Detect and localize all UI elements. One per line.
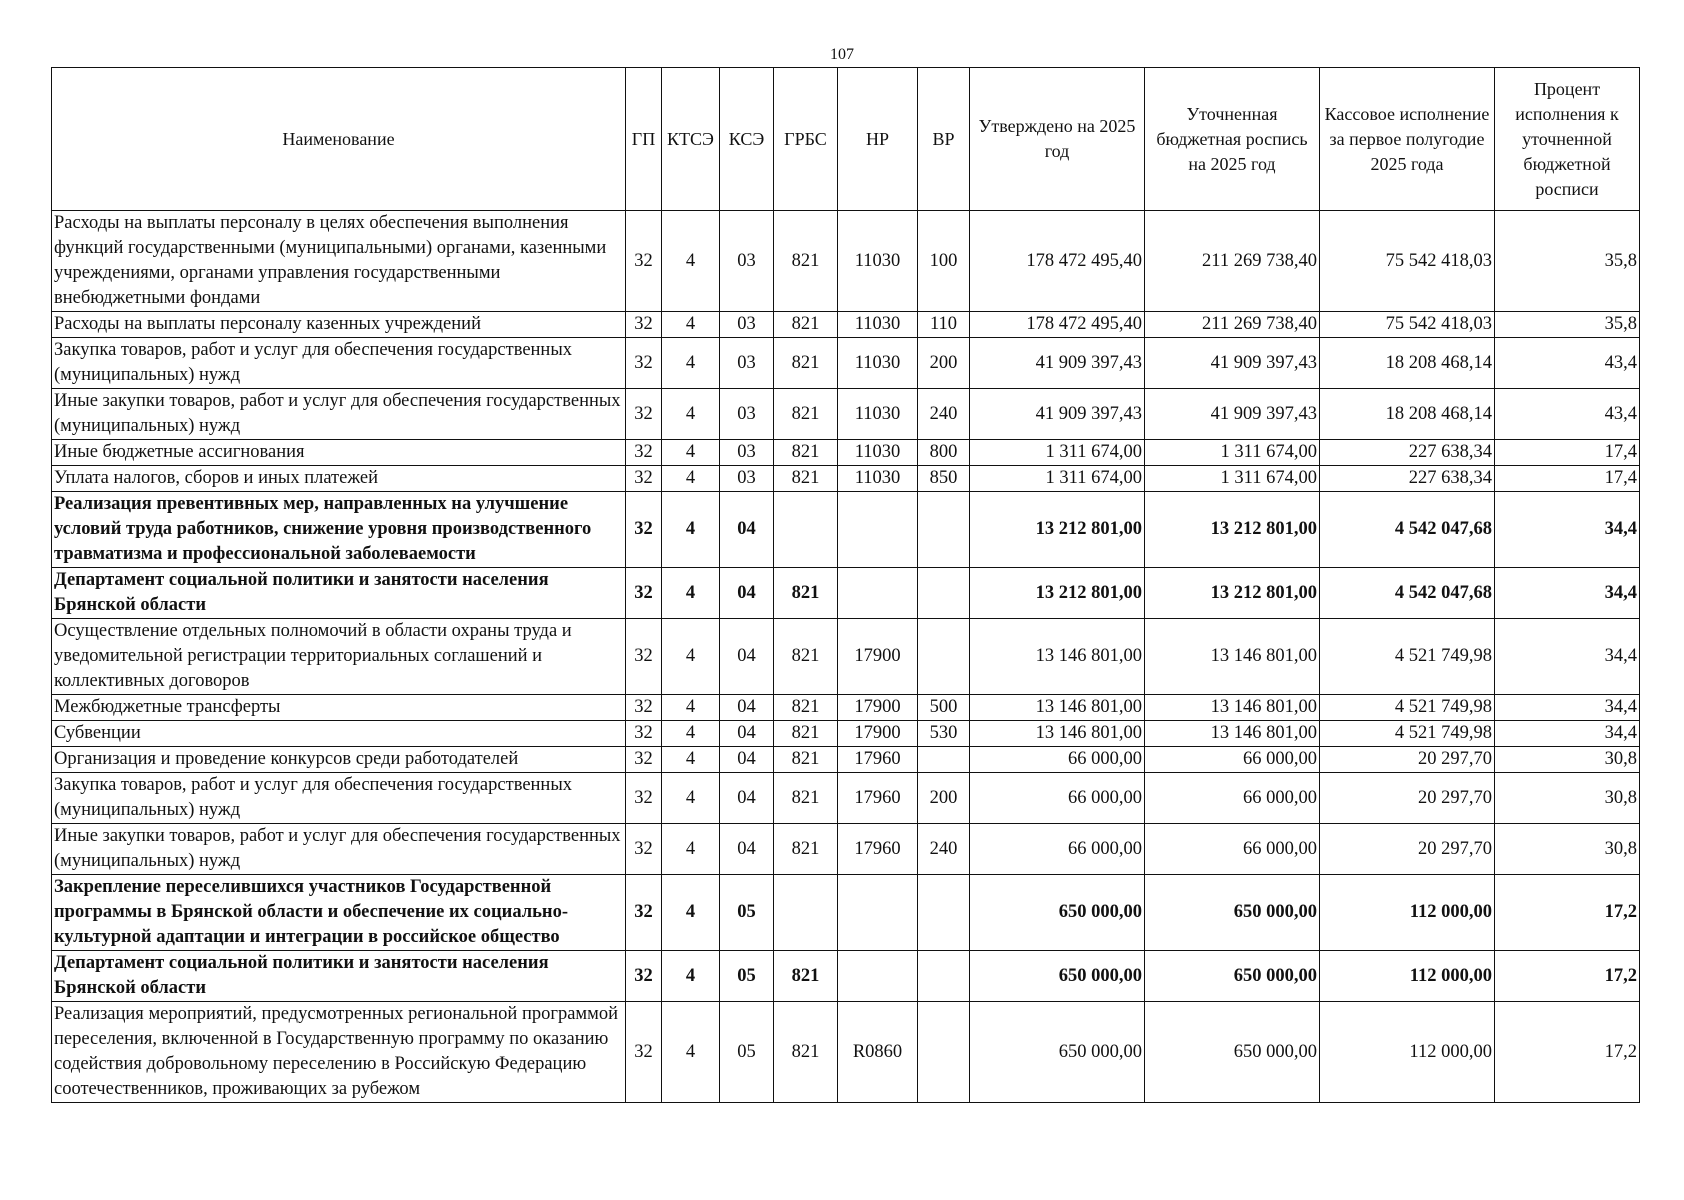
table-row xyxy=(52,312,1640,338)
kse-cell: 03 xyxy=(720,440,774,466)
cash-execution-cell: 112 000,00 xyxy=(1320,951,1495,1002)
ktse-cell: 4 xyxy=(662,695,720,721)
table-row xyxy=(52,619,1640,695)
percent-cell: 34,4 xyxy=(1495,568,1640,619)
grbs-cell: 821 xyxy=(774,211,838,312)
cash-execution-cell: 20 297,70 xyxy=(1320,773,1495,824)
percent-cell: 35,8 xyxy=(1495,312,1640,338)
header-percent: Процент исполнения к уточненной бюджетной росписи xyxy=(1495,68,1640,211)
gp-cell: 32 xyxy=(626,747,662,773)
ktse-cell: 4 xyxy=(662,389,720,440)
refined-amount-cell: 41 909 397,43 xyxy=(1145,389,1320,440)
table-row xyxy=(52,389,1640,440)
kse-cell: 04 xyxy=(720,773,774,824)
ktse-cell: 4 xyxy=(662,568,720,619)
percent-cell: 30,8 xyxy=(1495,824,1640,875)
table-row xyxy=(52,747,1640,773)
approved-amount-cell: 178 472 495,40 xyxy=(970,211,1145,312)
approved-amount-cell: 13 146 801,00 xyxy=(970,619,1145,695)
row-name-cell: Осуществление отдельных полномочий в области охраны труда и уведомительной регистрации территориальных соглашений и коллективных договоров xyxy=(52,619,626,695)
approved-amount-cell: 66 000,00 xyxy=(970,773,1145,824)
vr-cell: 200 xyxy=(918,773,970,824)
kse-cell: 03 xyxy=(720,389,774,440)
cash-execution-cell: 75 542 418,03 xyxy=(1320,211,1495,312)
refined-amount-cell: 13 146 801,00 xyxy=(1145,721,1320,747)
vr-cell xyxy=(918,951,970,1002)
table-header-row xyxy=(52,68,1640,211)
gp-cell: 32 xyxy=(626,338,662,389)
np-cell: 11030 xyxy=(838,338,918,389)
approved-amount-cell: 41 909 397,43 xyxy=(970,338,1145,389)
np-cell: 17960 xyxy=(838,747,918,773)
ktse-cell: 4 xyxy=(662,312,720,338)
cash-execution-cell: 75 542 418,03 xyxy=(1320,312,1495,338)
budget-execution-table xyxy=(51,67,1640,1103)
np-cell xyxy=(838,951,918,1002)
cash-execution-cell: 20 297,70 xyxy=(1320,747,1495,773)
vr-cell: 240 xyxy=(918,824,970,875)
grbs-cell: 821 xyxy=(774,440,838,466)
approved-amount-cell: 13 146 801,00 xyxy=(970,695,1145,721)
approved-amount-cell: 1 311 674,00 xyxy=(970,466,1145,492)
cash-execution-cell: 18 208 468,14 xyxy=(1320,338,1495,389)
kse-cell: 05 xyxy=(720,951,774,1002)
table-row xyxy=(52,211,1640,312)
grbs-cell: 821 xyxy=(774,568,838,619)
vr-cell: 240 xyxy=(918,389,970,440)
vr-cell xyxy=(918,1002,970,1103)
refined-amount-cell: 13 212 801,00 xyxy=(1145,568,1320,619)
np-cell: 11030 xyxy=(838,389,918,440)
np-cell: R0860 xyxy=(838,1002,918,1103)
cash-execution-cell: 4 521 749,98 xyxy=(1320,619,1495,695)
approved-amount-cell: 1 311 674,00 xyxy=(970,440,1145,466)
cash-execution-cell: 112 000,00 xyxy=(1320,875,1495,951)
gp-cell: 32 xyxy=(626,466,662,492)
grbs-cell xyxy=(774,492,838,568)
percent-cell: 35,8 xyxy=(1495,211,1640,312)
table-row xyxy=(52,492,1640,568)
grbs-cell: 821 xyxy=(774,338,838,389)
kse-cell: 03 xyxy=(720,211,774,312)
approved-amount-cell: 66 000,00 xyxy=(970,747,1145,773)
grbs-cell: 821 xyxy=(774,619,838,695)
approved-amount-cell: 178 472 495,40 xyxy=(970,312,1145,338)
ktse-cell: 4 xyxy=(662,875,720,951)
kse-cell: 04 xyxy=(720,568,774,619)
np-cell: 11030 xyxy=(838,466,918,492)
kse-cell: 03 xyxy=(720,312,774,338)
gp-cell: 32 xyxy=(626,440,662,466)
cash-execution-cell: 4 542 047,68 xyxy=(1320,568,1495,619)
kse-cell: 04 xyxy=(720,824,774,875)
header-ktse: КТСЭ xyxy=(662,68,720,211)
percent-cell: 30,8 xyxy=(1495,773,1640,824)
cash-execution-cell: 4 521 749,98 xyxy=(1320,695,1495,721)
table-row xyxy=(52,721,1640,747)
approved-amount-cell: 650 000,00 xyxy=(970,1002,1145,1103)
grbs-cell: 821 xyxy=(774,721,838,747)
approved-amount-cell: 13 146 801,00 xyxy=(970,721,1145,747)
vr-cell: 100 xyxy=(918,211,970,312)
vr-cell: 800 xyxy=(918,440,970,466)
vr-cell: 200 xyxy=(918,338,970,389)
table-row xyxy=(52,824,1640,875)
np-cell: 17960 xyxy=(838,824,918,875)
ktse-cell: 4 xyxy=(662,492,720,568)
refined-amount-cell: 211 269 738,40 xyxy=(1145,211,1320,312)
vr-cell xyxy=(918,747,970,773)
kse-cell: 04 xyxy=(720,721,774,747)
np-cell xyxy=(838,568,918,619)
gp-cell: 32 xyxy=(626,312,662,338)
kse-cell: 03 xyxy=(720,466,774,492)
percent-cell: 17,2 xyxy=(1495,951,1640,1002)
gp-cell: 32 xyxy=(626,721,662,747)
refined-amount-cell: 211 269 738,40 xyxy=(1145,312,1320,338)
approved-amount-cell: 41 909 397,43 xyxy=(970,389,1145,440)
gp-cell: 32 xyxy=(626,695,662,721)
refined-amount-cell: 650 000,00 xyxy=(1145,1002,1320,1103)
ktse-cell: 4 xyxy=(662,747,720,773)
table-row xyxy=(52,951,1640,1002)
gp-cell: 32 xyxy=(626,1002,662,1103)
gp-cell: 32 xyxy=(626,773,662,824)
table-row xyxy=(52,1002,1640,1103)
row-name-cell: Организация и проведение конкурсов среди работодателей xyxy=(52,747,626,773)
row-name-cell: Департамент социальной политики и занятости населения Брянской области xyxy=(52,951,626,1002)
percent-cell: 43,4 xyxy=(1495,338,1640,389)
refined-amount-cell: 650 000,00 xyxy=(1145,951,1320,1002)
header-approved: Утверждено на 2025 год xyxy=(970,68,1145,211)
ktse-cell: 4 xyxy=(662,1002,720,1103)
np-cell: 17900 xyxy=(838,619,918,695)
percent-cell: 17,2 xyxy=(1495,1002,1640,1103)
percent-cell: 43,4 xyxy=(1495,389,1640,440)
table-row xyxy=(52,773,1640,824)
np-cell: 17900 xyxy=(838,721,918,747)
np-cell: 17960 xyxy=(838,773,918,824)
gp-cell: 32 xyxy=(626,619,662,695)
grbs-cell: 821 xyxy=(774,773,838,824)
ktse-cell: 4 xyxy=(662,338,720,389)
refined-amount-cell: 66 000,00 xyxy=(1145,824,1320,875)
vr-cell xyxy=(918,619,970,695)
np-cell xyxy=(838,492,918,568)
gp-cell: 32 xyxy=(626,875,662,951)
percent-cell: 34,4 xyxy=(1495,721,1640,747)
grbs-cell: 821 xyxy=(774,824,838,875)
approved-amount-cell: 66 000,00 xyxy=(970,824,1145,875)
percent-cell: 17,2 xyxy=(1495,875,1640,951)
table-row xyxy=(52,466,1640,492)
np-cell: 11030 xyxy=(838,440,918,466)
refined-amount-cell: 66 000,00 xyxy=(1145,747,1320,773)
row-name-cell: Расходы на выплаты персоналу казенных учреждений xyxy=(52,312,626,338)
kse-cell: 05 xyxy=(720,875,774,951)
row-name-cell: Иные закупки товаров, работ и услуг для обеспечения государственных (муниципальных) нужд xyxy=(52,824,626,875)
header-vr: ВР xyxy=(918,68,970,211)
kse-cell: 04 xyxy=(720,619,774,695)
refined-amount-cell: 1 311 674,00 xyxy=(1145,466,1320,492)
row-name-cell: Департамент социальной политики и занятости населения Брянской области xyxy=(52,568,626,619)
table-row xyxy=(52,568,1640,619)
ktse-cell: 4 xyxy=(662,721,720,747)
grbs-cell: 821 xyxy=(774,466,838,492)
kse-cell: 03 xyxy=(720,338,774,389)
row-name-cell: Реализация превентивных мер, направленных на улучшение условий труда работников, снижение уровня производственного травматизма и профессиональной заболеваемости xyxy=(52,492,626,568)
approved-amount-cell: 650 000,00 xyxy=(970,951,1145,1002)
table-body xyxy=(52,211,1640,1103)
np-cell: 11030 xyxy=(838,312,918,338)
percent-cell: 34,4 xyxy=(1495,695,1640,721)
np-cell xyxy=(838,875,918,951)
header-refined: Уточненная бюджетная роспись на 2025 год xyxy=(1145,68,1320,211)
gp-cell: 32 xyxy=(626,951,662,1002)
header-grbs: ГРБС xyxy=(774,68,838,211)
gp-cell: 32 xyxy=(626,568,662,619)
ktse-cell: 4 xyxy=(662,773,720,824)
row-name-cell: Уплата налогов, сборов и иных платежей xyxy=(52,466,626,492)
refined-amount-cell: 650 000,00 xyxy=(1145,875,1320,951)
header-kse: КСЭ xyxy=(720,68,774,211)
ktse-cell: 4 xyxy=(662,951,720,1002)
refined-amount-cell: 13 146 801,00 xyxy=(1145,619,1320,695)
refined-amount-cell: 41 909 397,43 xyxy=(1145,338,1320,389)
np-cell: 17900 xyxy=(838,695,918,721)
percent-cell: 30,8 xyxy=(1495,747,1640,773)
cash-execution-cell: 18 208 468,14 xyxy=(1320,389,1495,440)
approved-amount-cell: 13 212 801,00 xyxy=(970,568,1145,619)
table-row xyxy=(52,875,1640,951)
cash-execution-cell: 20 297,70 xyxy=(1320,824,1495,875)
row-name-cell: Реализация мероприятий, предусмотренных региональной программой переселения, включенной в Государственную программу по оказанию содействия добровольному переселению в Российскую Федерацию соотечественников, проживающих за рубежом xyxy=(52,1002,626,1103)
row-name-cell: Закрепление переселившихся участников Государственной программы в Брянской области и обеспечение их социально-культурной адаптации и интеграции в российское общество xyxy=(52,875,626,951)
cash-execution-cell: 4 542 047,68 xyxy=(1320,492,1495,568)
grbs-cell: 821 xyxy=(774,1002,838,1103)
row-name-cell: Иные бюджетные ассигнования xyxy=(52,440,626,466)
vr-cell: 110 xyxy=(918,312,970,338)
header-name: Наименование xyxy=(52,68,626,211)
np-cell: 11030 xyxy=(838,211,918,312)
ktse-cell: 4 xyxy=(662,466,720,492)
vr-cell: 530 xyxy=(918,721,970,747)
gp-cell: 32 xyxy=(626,824,662,875)
cash-execution-cell: 227 638,34 xyxy=(1320,440,1495,466)
grbs-cell: 821 xyxy=(774,389,838,440)
vr-cell: 850 xyxy=(918,466,970,492)
approved-amount-cell: 650 000,00 xyxy=(970,875,1145,951)
grbs-cell: 821 xyxy=(774,747,838,773)
cash-execution-cell: 112 000,00 xyxy=(1320,1002,1495,1103)
vr-cell xyxy=(918,875,970,951)
percent-cell: 17,4 xyxy=(1495,440,1640,466)
table-row xyxy=(52,440,1640,466)
kse-cell: 05 xyxy=(720,1002,774,1103)
refined-amount-cell: 1 311 674,00 xyxy=(1145,440,1320,466)
table-row xyxy=(52,338,1640,389)
kse-cell: 04 xyxy=(720,747,774,773)
gp-cell: 32 xyxy=(626,492,662,568)
refined-amount-cell: 13 146 801,00 xyxy=(1145,695,1320,721)
row-name-cell: Закупка товаров, работ и услуг для обеспечения государственных (муниципальных) нужд xyxy=(52,773,626,824)
gp-cell: 32 xyxy=(626,389,662,440)
page-number: 107 xyxy=(830,46,854,63)
percent-cell: 34,4 xyxy=(1495,492,1640,568)
row-name-cell: Иные закупки товаров, работ и услуг для обеспечения государственных (муниципальных) нужд xyxy=(52,389,626,440)
kse-cell: 04 xyxy=(720,492,774,568)
row-name-cell: Межбюджетные трансферты xyxy=(52,695,626,721)
row-name-cell: Закупка товаров, работ и услуг для обеспечения государственных (муниципальных) нужд xyxy=(52,338,626,389)
approved-amount-cell: 13 212 801,00 xyxy=(970,492,1145,568)
header-cash: Кассовое исполнение за первое полугодие 2025 года xyxy=(1320,68,1495,211)
header-gp: ГП xyxy=(626,68,662,211)
grbs-cell: 821 xyxy=(774,951,838,1002)
refined-amount-cell: 13 212 801,00 xyxy=(1145,492,1320,568)
vr-cell xyxy=(918,492,970,568)
grbs-cell xyxy=(774,875,838,951)
header-np: НР xyxy=(838,68,918,211)
cash-execution-cell: 227 638,34 xyxy=(1320,466,1495,492)
percent-cell: 17,4 xyxy=(1495,466,1640,492)
percent-cell: 34,4 xyxy=(1495,619,1640,695)
ktse-cell: 4 xyxy=(662,824,720,875)
cash-execution-cell: 4 521 749,98 xyxy=(1320,721,1495,747)
ktse-cell: 4 xyxy=(662,211,720,312)
ktse-cell: 4 xyxy=(662,440,720,466)
ktse-cell: 4 xyxy=(662,619,720,695)
kse-cell: 04 xyxy=(720,695,774,721)
vr-cell xyxy=(918,568,970,619)
vr-cell: 500 xyxy=(918,695,970,721)
refined-amount-cell: 66 000,00 xyxy=(1145,773,1320,824)
row-name-cell: Субвенции xyxy=(52,721,626,747)
gp-cell: 32 xyxy=(626,211,662,312)
grbs-cell: 821 xyxy=(774,312,838,338)
row-name-cell: Расходы на выплаты персоналу в целях обеспечения выполнения функций государственными (муниципальными) органами, казенными учреждениями, органами управления государственными внебюджетными фондами xyxy=(52,211,626,312)
grbs-cell: 821 xyxy=(774,695,838,721)
table-row xyxy=(52,695,1640,721)
